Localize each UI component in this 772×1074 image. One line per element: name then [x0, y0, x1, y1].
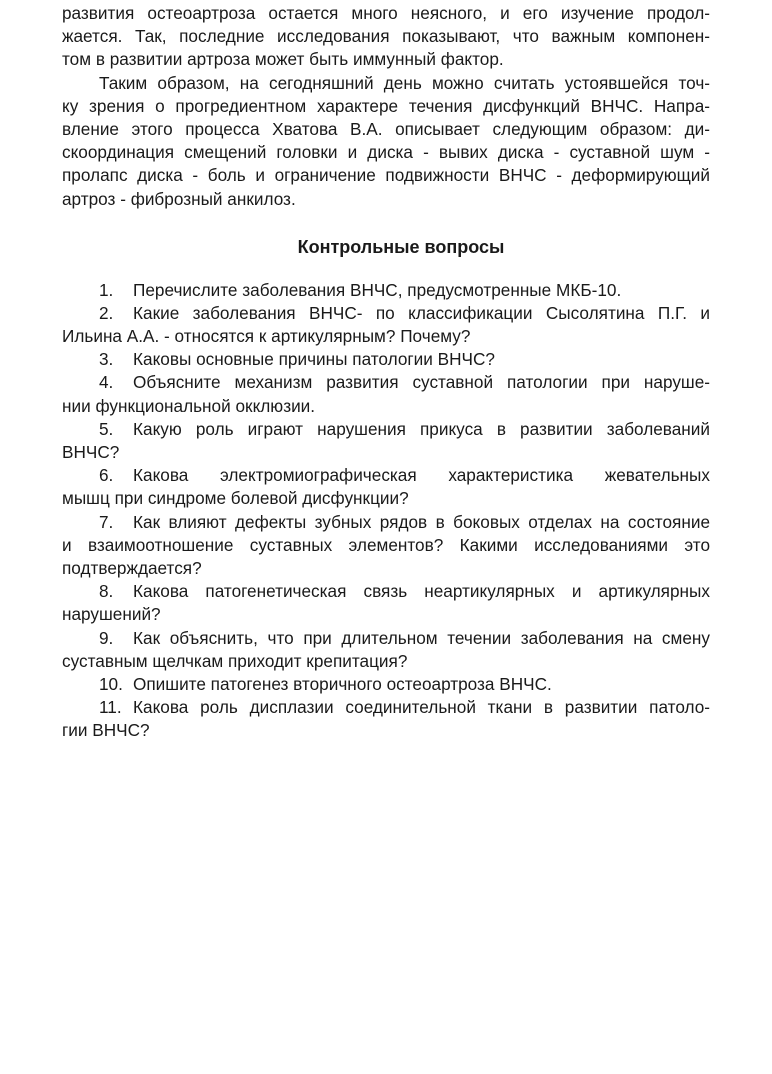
list-item-text: нии функциональной окклюзии.	[62, 395, 316, 416]
list-item	[62, 580, 710, 626]
list-item-first-line	[62, 627, 710, 650]
document-page	[62, 2, 710, 742]
text-line: артроз - фиброзный анкилоз.	[62, 188, 296, 209]
text-line: вление этого процесса Хватова В.А. описывает следующим образом: ди-	[62, 118, 710, 139]
list-item	[62, 464, 710, 510]
list-item-number: 11.	[99, 697, 122, 718]
list-item-text: гии ВНЧС?	[62, 720, 150, 741]
text-line: Таким образом, на сегодняшний день можно считать устоявшейся точ-	[99, 72, 710, 93]
text-line: скоординация смещений головки и диска - вывих диска - суставной шум -	[62, 142, 710, 163]
paragraph-progression	[62, 72, 710, 211]
list-item	[62, 673, 710, 696]
list-item-text: Объясните механизм развития суставной патологии при наруше-	[133, 372, 710, 393]
list-item-text: Какова электромиографическая характеристика жевательных	[133, 465, 710, 486]
list-item-first-line	[62, 348, 710, 371]
list-item-text: нарушений?	[62, 604, 161, 625]
list-item-text: и взаимоотношение суставных элементов? Какими исследованиями это	[62, 534, 710, 555]
list-item	[62, 302, 710, 348]
text-line: пролапс диска - боль и ограничение подвижности ВНЧС - деформирующий	[62, 165, 710, 186]
list-item-number: 6.	[99, 465, 114, 486]
list-item-text: Каковы основные причины патологии ВНЧС?	[133, 349, 495, 370]
list-item-number: 9.	[99, 627, 114, 648]
list-item-text: мышц при синдроме болевой дисфункции?	[62, 488, 409, 509]
questions-list	[62, 279, 710, 743]
list-item-first-line	[62, 302, 710, 325]
list-item	[62, 418, 710, 464]
list-item-number: 8.	[99, 581, 114, 602]
text-line: развития остеоартроза остается много неясного, и его изучение продол-	[62, 3, 710, 23]
list-item-first-line	[62, 511, 710, 534]
list-item-text: Перечислите заболевания ВНЧС, предусмотренные МКБ-10.	[133, 279, 622, 300]
list-item-number: 10.	[99, 673, 123, 694]
list-item-first-line	[62, 418, 710, 441]
list-item-text: подтверждается?	[62, 557, 202, 578]
list-item-text: суставным щелчкам приходит крепитация?	[62, 650, 408, 671]
list-item	[62, 696, 710, 742]
paragraph-osteoarthrosis	[62, 2, 710, 72]
list-item	[62, 511, 710, 581]
list-item-text: Какие заболевания ВНЧС- по классификации Сысолятина П.Г. и	[133, 302, 710, 323]
list-item-first-line	[62, 279, 710, 302]
list-item	[62, 371, 710, 417]
list-item-number: 2.	[99, 302, 114, 323]
list-item-number: 5.	[99, 418, 114, 439]
text-line: жается. Так, последние исследования показывают, что важным компонен-	[62, 26, 710, 47]
text-line: том в развитии артроза может быть иммунный фактор.	[62, 49, 504, 70]
list-item-text: Ильина А.А. - относятся к артикулярным? Почему?	[62, 326, 471, 347]
list-item-text: ВНЧС?	[62, 442, 120, 462]
list-item-first-line	[62, 464, 710, 487]
list-item-text: Как объяснить, что при длительном течении заболевания на смену	[133, 627, 710, 648]
text-line: ку зрения о прогредиентном характере течения дисфункций ВНЧС. Напра-	[62, 95, 710, 116]
list-item	[62, 348, 710, 371]
list-item	[62, 627, 710, 673]
list-item-text: Опишите патогенез вторичного остеоартроза ВНЧС.	[133, 673, 552, 694]
list-item-text: Какова патогенетическая связь неартикулярных и артикулярных	[133, 581, 710, 602]
list-item	[62, 279, 710, 302]
list-item-first-line	[62, 580, 710, 603]
list-item-text: Как влияют дефекты зубных рядов в боковых отделах на состояние	[133, 511, 710, 532]
list-item-number: 4.	[99, 372, 114, 393]
section-heading: Контрольные вопросы	[297, 236, 505, 257]
list-item-number: 7.	[99, 511, 114, 532]
list-item-first-line	[62, 371, 710, 394]
list-item-first-line	[62, 696, 710, 719]
list-item-number: 1.	[99, 279, 114, 300]
list-item-number: 3.	[99, 349, 114, 370]
list-item-text: Какова роль дисплазии соединительной ткани в развитии патоло-	[133, 697, 710, 718]
list-item-text: Какую роль играют нарушения прикуса в развитии заболеваний	[133, 418, 710, 439]
list-item-first-line	[62, 673, 710, 696]
